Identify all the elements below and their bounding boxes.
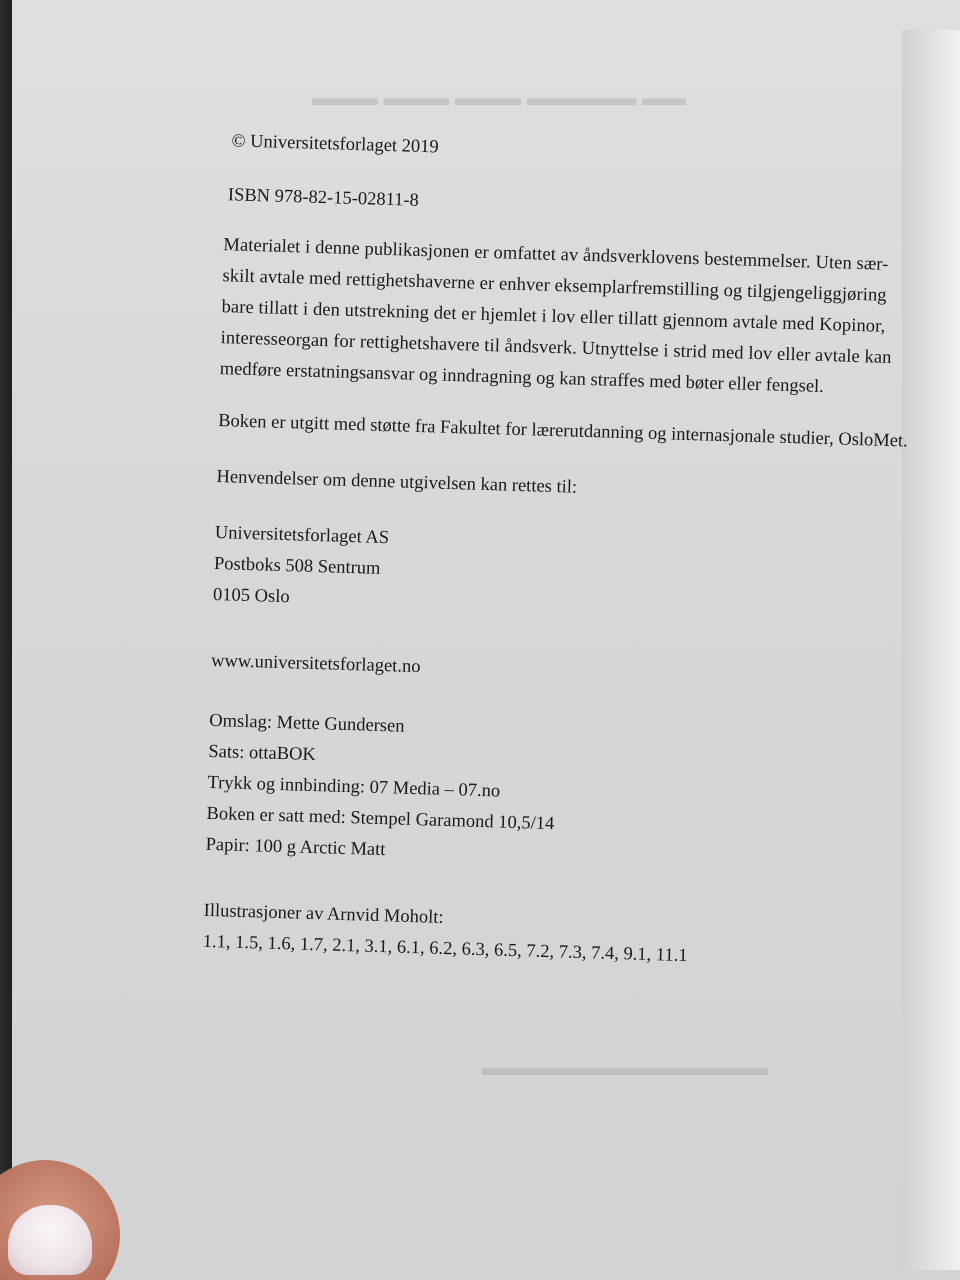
illustrations-credit (202, 896, 689, 972)
inquiries-intro: Henvendelser om denne utgivelsen kan rettes til: (216, 467, 578, 498)
credit-line: Omslag: Mette Gundersen (209, 710, 405, 737)
page-edge (902, 30, 960, 1270)
support-note: Boken er utgitt med støtte fra Fakultet for lærerutdanning og internasjonale studier, OsloMet. (217, 411, 909, 452)
rights-line: medføre erstatningsansvar og inndragning og kan straffes med bøter eller fengsel. (219, 359, 825, 398)
address-line: Postboks 508 Sentrum (213, 553, 381, 579)
production-credits (205, 706, 557, 871)
rights-line: interesseorgan for rettighetshavere til åndsverk. Utnyttelse i strid med lov eller avtale kan (220, 328, 892, 368)
publisher-address (213, 518, 390, 616)
book-page (12, 0, 960, 1280)
rights-paragraph (219, 230, 894, 405)
illustrations-heading: Illustrasjoner av Arnvid Moholt: (203, 900, 444, 928)
copyright-text-block (187, 125, 922, 967)
credit-line: Boken er satt med: Stempel Garamond 10,5/14 (206, 803, 555, 835)
isbn-line: ISBN 978-82-15-02811-8 (227, 185, 420, 211)
rights-line: bare tillatt i den utstrekning det er hjemlet i lov eller tillatt gjennom avtale med Kopinor, (221, 297, 886, 337)
illustrations-list: 1.1, 1.5, 1.6, 1.7, 2.1, 3.1, 6.1, 6.2, 6.3, 6.5, 7.2, 7.3, 7.4, 9.1, 11.1 (202, 931, 688, 967)
credit-line: Sats: ottaBOK (208, 741, 317, 766)
show-through-text: ▬▬ ▬▬▬▬▬ ▬▬▬ ▬▬▬ ▬▬▬ (312, 85, 686, 110)
rights-line: skilt avtale med rettighetshaverne er enhver eksemplarfremstilling og tilgjengeliggjøring (222, 266, 887, 306)
rights-line: Materialet i denne publikasjonen er omfattet av åndsverklovens bestemmelser. Uten sær- (223, 235, 889, 275)
website-line: www.universitetsforlaget.no (210, 650, 421, 678)
credit-line: Trykk og innbinding: 07 Media – 07.no (207, 772, 501, 802)
address-line: Universitetsforlaget AS (214, 523, 390, 549)
credit-line: Papir: 100 g Arctic Matt (205, 834, 386, 861)
thumbnail-nail (8, 1205, 92, 1275)
copyright-line: © Universitetsforlaget 2019 (231, 131, 439, 158)
show-through-text: ▬▬▬▬▬▬▬▬▬▬▬▬▬ (482, 1055, 768, 1080)
address-line: 0105 Oslo (212, 584, 290, 608)
